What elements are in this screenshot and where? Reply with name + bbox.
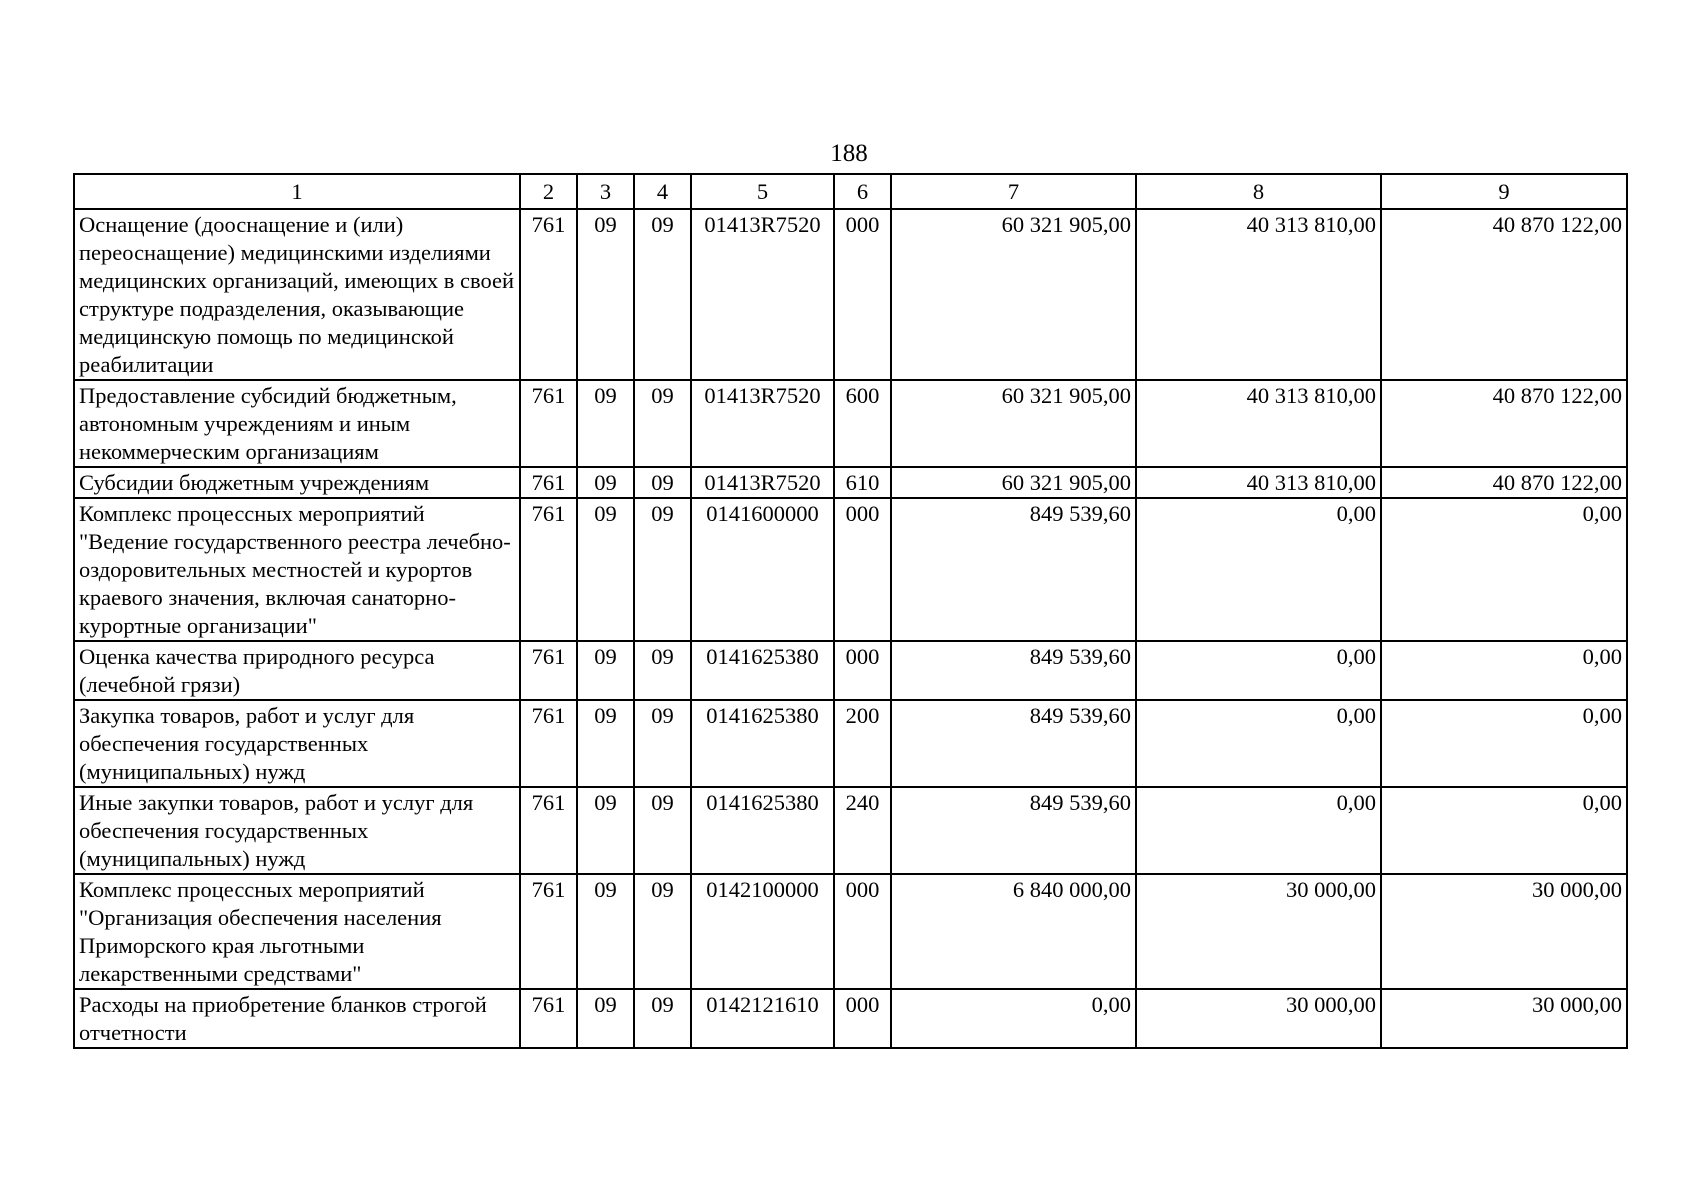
header-cell: 4 (634, 174, 691, 209)
row-amount-9: 40 870 122,00 (1381, 467, 1627, 498)
table-row (74, 989, 1627, 1048)
row-amount-8: 40 313 810,00 (1136, 467, 1381, 498)
table-row (74, 874, 1627, 989)
row-code-3: 09 (577, 467, 634, 498)
row-name: Закупка товаров, работ и услуг для обеспечения государственных (муниципальных) нужд (74, 700, 520, 787)
header-cell: 9 (1381, 174, 1627, 209)
row-code-5: 0142100000 (691, 874, 834, 989)
row-code-2: 761 (520, 467, 577, 498)
row-name: Расходы на приобретение бланков строгой отчетности (74, 989, 520, 1048)
row-name: Комплекс процессных мероприятий "Организация обеспечения населения Приморского края льготными лекарственными средствами" (74, 874, 520, 989)
row-amount-9: 30 000,00 (1381, 989, 1627, 1048)
row-code-4: 09 (634, 380, 691, 467)
header-cell: 2 (520, 174, 577, 209)
row-amount-8: 0,00 (1136, 787, 1381, 874)
row-amount-9: 0,00 (1381, 787, 1627, 874)
row-code-6: 610 (834, 467, 891, 498)
row-amount-9: 40 870 122,00 (1381, 380, 1627, 467)
row-code-2: 761 (520, 209, 577, 380)
row-amount-8: 40 313 810,00 (1136, 209, 1381, 380)
row-code-5: 0141625380 (691, 641, 834, 700)
table-row (74, 700, 1627, 787)
row-amount-7: 6 840 000,00 (891, 874, 1136, 989)
row-code-3: 09 (577, 498, 634, 641)
row-amount-7: 849 539,60 (891, 787, 1136, 874)
row-code-5: 0141600000 (691, 498, 834, 641)
row-code-6: 000 (834, 874, 891, 989)
row-amount-8: 30 000,00 (1136, 874, 1381, 989)
row-code-5: 01413R7520 (691, 467, 834, 498)
row-amount-7: 60 321 905,00 (891, 380, 1136, 467)
row-amount-7: 60 321 905,00 (891, 209, 1136, 380)
row-amount-7: 849 539,60 (891, 641, 1136, 700)
row-code-3: 09 (577, 380, 634, 467)
row-amount-8: 0,00 (1136, 498, 1381, 641)
row-code-6: 000 (834, 989, 891, 1048)
row-code-4: 09 (634, 209, 691, 380)
row-code-3: 09 (577, 787, 634, 874)
row-code-6: 000 (834, 498, 891, 641)
row-code-4: 09 (634, 498, 691, 641)
row-code-3: 09 (577, 641, 634, 700)
row-amount-9: 0,00 (1381, 641, 1627, 700)
header-cell: 3 (577, 174, 634, 209)
row-code-4: 09 (634, 787, 691, 874)
row-code-5: 0141625380 (691, 787, 834, 874)
row-code-6: 000 (834, 641, 891, 700)
row-code-4: 09 (634, 874, 691, 989)
row-code-3: 09 (577, 209, 634, 380)
row-code-5: 01413R7520 (691, 380, 834, 467)
table-row (74, 209, 1627, 380)
row-code-3: 09 (577, 700, 634, 787)
row-code-5: 01413R7520 (691, 209, 834, 380)
header-cell: 6 (834, 174, 891, 209)
row-code-6: 200 (834, 700, 891, 787)
row-amount-8: 0,00 (1136, 641, 1381, 700)
row-code-2: 761 (520, 641, 577, 700)
row-code-2: 761 (520, 989, 577, 1048)
row-name: Оснащение (дооснащение и (или) переоснащение) медицинскими изделиями медицинских организаций, имеющих в своей структуре подразделения, оказывающие медицинскую помощь по медицинской реабилитации (74, 209, 520, 380)
row-amount-7: 0,00 (891, 989, 1136, 1048)
table-row (74, 787, 1627, 874)
row-code-4: 09 (634, 467, 691, 498)
row-amount-7: 60 321 905,00 (891, 467, 1136, 498)
row-amount-8: 40 313 810,00 (1136, 380, 1381, 467)
row-code-6: 240 (834, 787, 891, 874)
row-code-2: 761 (520, 787, 577, 874)
row-name: Субсидии бюджетным учреждениям (74, 467, 520, 498)
row-amount-7: 849 539,60 (891, 700, 1136, 787)
header-cell: 1 (74, 174, 520, 209)
row-code-2: 761 (520, 874, 577, 989)
row-code-2: 761 (520, 700, 577, 787)
row-code-3: 09 (577, 874, 634, 989)
header-cell: 7 (891, 174, 1136, 209)
row-name: Комплекс процессных мероприятий "Ведение государственного реестра лечебно-оздоровительных местностей и курортов краевого значения, включая санаторно-курортные организации" (74, 498, 520, 641)
budget-table (73, 173, 1628, 1049)
row-amount-8: 30 000,00 (1136, 989, 1381, 1048)
row-amount-7: 849 539,60 (891, 498, 1136, 641)
row-code-4: 09 (634, 641, 691, 700)
row-code-5: 0142121610 (691, 989, 834, 1048)
row-name: Оценка качества природного ресурса (лечебной грязи) (74, 641, 520, 700)
row-code-6: 600 (834, 380, 891, 467)
row-code-4: 09 (634, 989, 691, 1048)
row-name: Иные закупки товаров, работ и услуг для обеспечения государственных (муниципальных) нужд (74, 787, 520, 874)
table-row (74, 380, 1627, 467)
row-code-2: 761 (520, 380, 577, 467)
table-row (74, 498, 1627, 641)
header-row (74, 174, 1627, 209)
row-amount-8: 0,00 (1136, 700, 1381, 787)
row-name: Предоставление субсидий бюджетным, автономным учреждениям и иным некоммерческим организациям (74, 380, 520, 467)
row-code-5: 0141625380 (691, 700, 834, 787)
row-amount-9: 0,00 (1381, 498, 1627, 641)
row-code-6: 000 (834, 209, 891, 380)
row-code-4: 09 (634, 700, 691, 787)
header-cell: 8 (1136, 174, 1381, 209)
row-code-2: 761 (520, 498, 577, 641)
row-amount-9: 30 000,00 (1381, 874, 1627, 989)
page-number: 188 (830, 140, 868, 167)
table-row (74, 641, 1627, 700)
row-code-3: 09 (577, 989, 634, 1048)
header-cell: 5 (691, 174, 834, 209)
table-row (74, 467, 1627, 498)
row-amount-9: 40 870 122,00 (1381, 209, 1627, 380)
row-amount-9: 0,00 (1381, 700, 1627, 787)
